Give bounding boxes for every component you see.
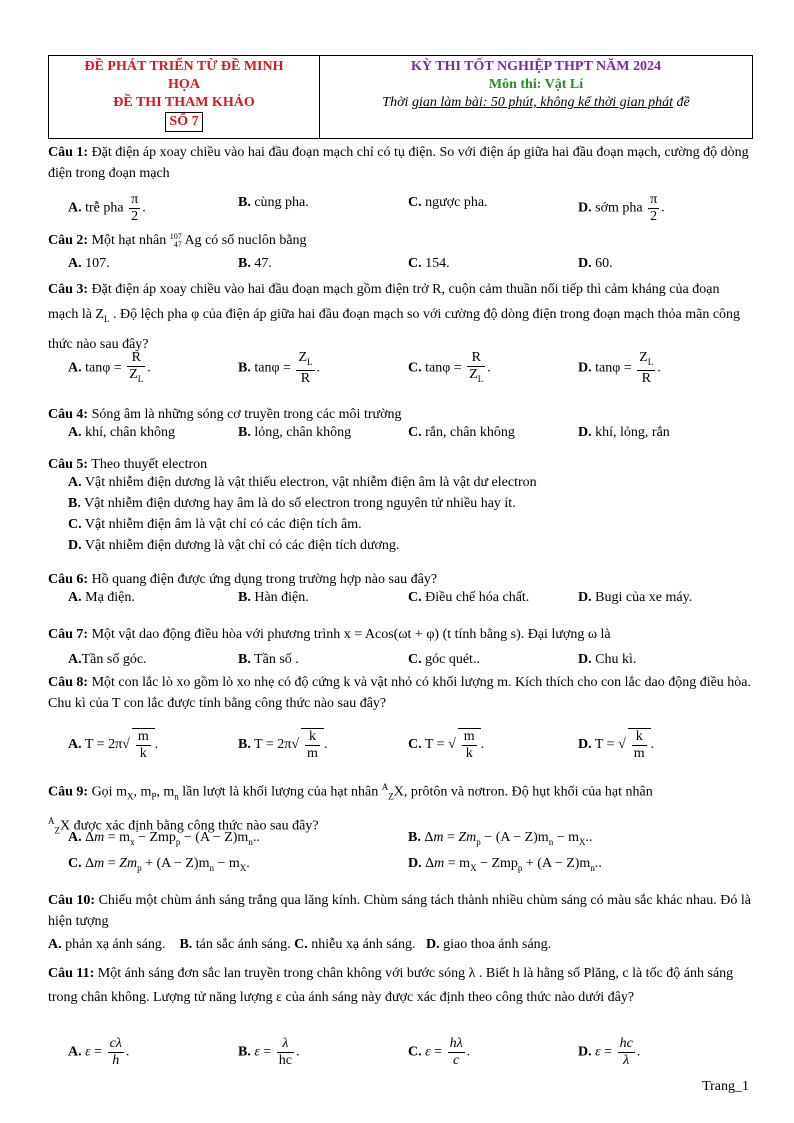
q7-options: A.Tần số góc. B. Tần số . C. góc quét.. D. Chu kì.	[68, 652, 637, 667]
question-9: Câu 9: Gọi $m_X$, $m_P$, $m_n$ lần lượt là khối lượng của hạt nhân $^A_Z$X, prôtôn và nơtron. Độ hụt khối của hạt nhân $^A_Z$X được xác định bằng công thức nào sau đây?	[48, 782, 653, 836]
exam-header	[48, 55, 753, 139]
q5-option-c: C. Vật nhiễm điện âm là vật chỉ có các điện tích âm.	[68, 517, 362, 532]
exam-name: KỲ THI TỐT NGHIỆP THPT NĂM 2024	[411, 59, 661, 74]
header-title-2: HỌA	[168, 77, 200, 92]
question-1: Câu 1: Đặt điện áp xoay chiều vào hai đầu đoạn mạch chỉ có tụ điện. So với điện áp giữa hai đầu đoạn mạch, cường độ dòng điện trong đoạn mạch	[48, 145, 749, 181]
question-11: Câu 11: Một ánh sáng đơn sắc lan truyền trong chân không với bước sóng λ . Biết h là hằng số Plăng, c là tốc độ ánh sáng trong chân không. Lượng tử năng lượng ε của ánh sáng này được xác định theo công thức nào dưới đây?	[48, 966, 734, 1005]
q9-options-cd: C. $\Delta m = Zm_p + (A - Z)m_n - m_X$. D. $\Delta m = m_X - Zmp_p + (A - Z)m_n$..	[68, 856, 602, 873]
exam-time: Thời gian làm bài: 50 phút, không kể thời gian phát đề	[382, 95, 690, 110]
q5-option-a: A. Vật nhiễm điện dương là vật thiếu electron, vật nhiễm điện âm là vật dư electron	[68, 475, 537, 490]
page	[48, 55, 753, 139]
q11-options: A. ε = $\frac{c\lambda}{h}$ . B. ε = $\frac{\lambda}{hc}$ . C. ε = $\frac{h\lambda}{c}$ . D. ε = $\frac{hc}{\lambda}$ .	[68, 1036, 641, 1068]
header-title-3: ĐỀ THI THAM KHẢO	[113, 95, 255, 110]
q5-option-d: D. Vật nhiễm điện dương là vật chỉ có các điện tích dương.	[68, 538, 400, 553]
q3-options: A. tanφ = $\frac{R}{Z_L}$ . B. tanφ = $\frac{Z_L}{R}$ . C. tanφ = $\frac{R}{Z_L}$ . D. tanφ = $\frac{Z_L}{R}$ .	[68, 350, 661, 386]
question-5: Câu 5: Theo thuyết electron	[48, 457, 208, 472]
question-7: Câu 7: Một vật dao động điều hòa với phương trình x = Acos(ωt + φ) (t tính bằng s). Đại lượng ω là	[48, 627, 611, 642]
q10-options: A. phản xạ ánh sáng. B. tán sắc ánh sáng. C. nhiễu xạ ánh sáng. D. giao thoa ánh sáng.	[48, 937, 552, 952]
q1-options: A. trễ pha $\frac{\pi}{2}$ . B. cùng pha. C. ngược pha. D. sớm pha $\frac{\pi}{2}$ .	[68, 192, 665, 224]
question-10: Câu 10: Chiếu một chùm ánh sáng trắng qua lăng kính. Chùm sáng tách thành nhiều chùm sáng có màu sắc khác nhau. Đó là hiện tượng	[48, 893, 751, 929]
q6-options: A. Mạ điện. B. Hàn điện. C. Điều chế hóa chất. D. Bugi của xe máy.	[68, 590, 693, 605]
header-left	[49, 56, 320, 138]
question-6: Câu 6: Hồ quang điện được ứng dụng trong trường hợp nào sau đây?	[48, 572, 438, 587]
q9-options-ab: A. $\Delta m = m_x - Zmp_p - (A - Z)m_n$.. B. $\Delta m = Zm_p - (A - Z)m_n - m_X$..	[68, 830, 593, 847]
question-2: Câu 2: Một hạt nhân 107 47 Ag có số nuclôn bằng	[48, 231, 307, 249]
question-8: Câu 8: Một con lắc lò xo gồm lò xo nhẹ có độ cứng k và vật nhỏ có khối lượng m. Kích thích cho con lắc dao động điều hòa. Chu kì của T con lắc được tính bằng công thức nào sau đây?	[48, 675, 752, 711]
exam-number: SỐ 7	[165, 112, 202, 132]
header-title-1: ĐỀ PHÁT TRIỂN TỪ ĐỀ MINH	[84, 59, 284, 74]
question-3: Câu 3: Đặt điện áp xoay chiều vào hai đầu đoạn mạch gồm điện trở R, cuộn cảm thuần nối tiếp thì cảm kháng của đoạn mạch là $Z_L$ . Độ lệch pha φ của điện áp giữa hai đầu đoạn mạch so với cường độ dòng điện trong đoạn mạch thỏa mãn công thức nào sau đây?	[48, 282, 741, 352]
page-number: Trang_1	[702, 1079, 749, 1094]
subject: Môn thi: Vật Lí	[488, 77, 584, 92]
header-right	[320, 56, 752, 138]
q5-option-b: B. Vật nhiễm điện dương hay âm là do số electron trong nguyên tử nhiều hay ít.	[68, 496, 516, 511]
q8-options: A. T = 2π√ $\frac{m}{k}$ . B. T = 2π√ $\frac{k}{m}$ . C. T = √ $\frac{m}{k}$ . D. T = √ $\frac{k}{m}$ .	[68, 729, 655, 761]
q4-options: A. khí, chân không B. lỏng, chân không C. rắn, chân không D. khí, lỏng, rắn	[68, 425, 670, 440]
question-4: Câu 4: Sóng âm là những sóng cơ truyền trong các môi trường	[48, 407, 402, 422]
q2-options: A. 107. B. 47. C. 154. D. 60.	[68, 256, 613, 271]
